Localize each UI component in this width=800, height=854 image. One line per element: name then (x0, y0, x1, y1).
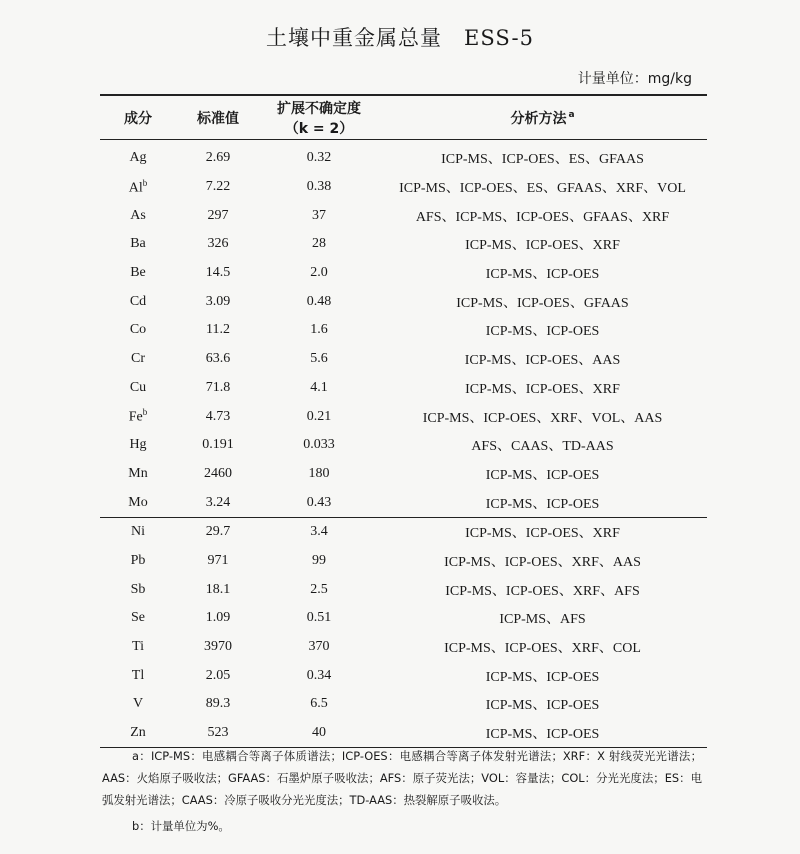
footnotes (102, 745, 702, 837)
cell-uncertainty-text: 6.5 (310, 696, 328, 712)
cell-uncertainty-text: 99 (312, 552, 326, 568)
cell-standard-value-text: 2460 (204, 465, 232, 481)
cell-uncertainty-text: 4.1 (310, 379, 328, 395)
cell-method-text: ICP-MS、ICP-OES、ES、GFAAS (441, 152, 644, 168)
cell-standard-value-text: 326 (207, 236, 229, 252)
cell-element-text: Ti (132, 639, 144, 655)
cell-element-text: Sb (130, 581, 146, 597)
cell-element (100, 604, 176, 633)
cell-method (378, 431, 707, 460)
cell-method-text: ICP-MS、ICP-OES、XRF (465, 526, 620, 542)
cell-element-text: Ni (131, 524, 145, 540)
cell-standard-value-text: 4.73 (205, 408, 231, 424)
cell-uncertainty (260, 140, 378, 173)
cell-method (378, 173, 707, 202)
cell-method (378, 316, 707, 345)
cell-element (100, 140, 176, 173)
table-row (100, 661, 707, 690)
table-row (100, 374, 707, 403)
cell-element-text: Al (128, 180, 143, 196)
table-row (100, 719, 707, 748)
header-method (378, 95, 707, 140)
cell-method-text: ICP-MS、ICP-OES (485, 267, 600, 283)
cell-uncertainty-text: 37 (312, 207, 326, 223)
cell-element (100, 690, 176, 719)
cell-standard-value-text: 523 (207, 725, 229, 741)
cell-element (100, 374, 176, 403)
footnote-b: b：计量单位为%。 (132, 819, 230, 833)
cell-element (100, 488, 176, 517)
cell-method (378, 719, 707, 748)
cell-standard-value (176, 547, 260, 576)
cell-uncertainty (260, 517, 378, 546)
cell-standard-value-text: 3.24 (205, 494, 231, 510)
table-row (100, 517, 707, 546)
cell-method (378, 402, 707, 431)
cell-standard-value (176, 488, 260, 517)
cell-method (378, 547, 707, 576)
cell-element-text: Pb (130, 552, 146, 568)
cell-method-text: ICP-MS、ICP-OES、XRF (465, 238, 620, 254)
cell-standard-value-text: 3.09 (205, 293, 231, 309)
cell-element (100, 173, 176, 202)
header-standard-value: 标准值 (197, 110, 239, 127)
cell-uncertainty-text: 0.033 (303, 437, 335, 453)
table-row (100, 402, 707, 431)
cell-standard-value-text: 18.1 (205, 581, 231, 597)
cell-standard-value (176, 604, 260, 633)
reference-values-table (100, 94, 707, 748)
cell-uncertainty (260, 201, 378, 230)
cell-element (100, 460, 176, 489)
cell-method (378, 604, 707, 633)
cell-uncertainty (260, 488, 378, 517)
cell-method-text: ICP-MS、ICP-OES、XRF、COL (444, 641, 641, 657)
cell-element (100, 633, 176, 662)
header-component: 成分 (124, 110, 152, 127)
table-row (100, 460, 707, 489)
table-row (100, 604, 707, 633)
cell-element-text: Fe (128, 409, 143, 425)
cell-method (378, 488, 707, 517)
cell-standard-value (176, 140, 260, 173)
header-uncertainty-line2: （k = 2） (284, 120, 354, 137)
cell-standard-value-text: 0.191 (202, 437, 234, 453)
cell-element-text: Be (130, 265, 146, 281)
cell-uncertainty-text: 2.5 (310, 581, 328, 597)
cell-standard-value (176, 719, 260, 748)
cell-method (378, 201, 707, 230)
cell-standard-value-text: 11.2 (206, 322, 230, 338)
cell-standard-value (176, 259, 260, 288)
table-row (100, 287, 707, 316)
cell-method-text: ICP-MS、AFS (499, 612, 586, 628)
cell-method (378, 517, 707, 546)
cell-uncertainty-text: 0.34 (306, 667, 332, 683)
cell-element-text: Se (131, 610, 145, 626)
cell-method (378, 690, 707, 719)
cell-standard-value (176, 345, 260, 374)
cell-method-text: ICP-MS、ICP-OES (485, 467, 600, 483)
footnote-mark: b (142, 177, 148, 188)
cell-uncertainty (260, 604, 378, 633)
table-row (100, 547, 707, 576)
cell-element (100, 517, 176, 546)
cell-element-text: Ba (130, 236, 146, 252)
cell-element (100, 575, 176, 604)
cell-method-text: ICP-MS、ICP-OES (485, 698, 600, 714)
cell-method-text: ICP-MS、ICP-OES、ES、GFAAS、XRF、VOL (399, 181, 686, 197)
cell-element-text: As (130, 207, 146, 223)
cell-standard-value-text: 2.05 (205, 667, 231, 683)
cell-standard-value (176, 690, 260, 719)
cell-standard-value-text: 297 (207, 207, 229, 223)
table-row (100, 316, 707, 345)
cell-standard-value-text: 29.7 (205, 524, 231, 540)
cell-uncertainty-text: 3.4 (310, 524, 328, 540)
table-header (100, 95, 707, 140)
cell-element-text: Cd (129, 293, 147, 309)
cell-method (378, 460, 707, 489)
cell-method (378, 575, 707, 604)
cell-standard-value (176, 633, 260, 662)
cell-uncertainty-text: 0.32 (306, 150, 332, 166)
cell-uncertainty (260, 431, 378, 460)
cell-standard-value-text: 89.3 (205, 696, 231, 712)
cell-element-text: V (132, 696, 144, 712)
cell-standard-value-text: 7.22 (205, 179, 231, 195)
cell-method (378, 259, 707, 288)
cell-uncertainty (260, 575, 378, 604)
cell-element-text: Cr (131, 351, 145, 367)
cell-standard-value-text: 71.8 (205, 379, 231, 395)
cell-standard-value (176, 173, 260, 202)
cell-element (100, 719, 176, 748)
cell-standard-value (176, 316, 260, 345)
cell-uncertainty (260, 633, 378, 662)
cell-uncertainty-text: 370 (308, 639, 330, 655)
cell-uncertainty-text: 28 (312, 236, 326, 252)
cell-method-text: ICP-MS、ICP-OES (485, 496, 600, 512)
cell-standard-value (176, 517, 260, 546)
cell-standard-value (176, 431, 260, 460)
table-row (100, 173, 707, 202)
table-row (100, 575, 707, 604)
cell-uncertainty (260, 259, 378, 288)
table-row (100, 345, 707, 374)
table-row (100, 690, 707, 719)
cell-method-text: ICP-MS、ICP-OES (485, 324, 600, 340)
reference-values-table-container (100, 94, 707, 748)
cell-method (378, 345, 707, 374)
cell-uncertainty-text: 0.48 (306, 293, 332, 309)
cell-uncertainty (260, 316, 378, 345)
cell-method-text: ICP-MS、ICP-OES、XRF (465, 381, 620, 397)
cell-element (100, 259, 176, 288)
cell-standard-value (176, 374, 260, 403)
table-row (100, 488, 707, 517)
cell-uncertainty-text: 0.38 (306, 179, 332, 195)
cell-standard-value (176, 287, 260, 316)
unit-label: 计量单位：mg/kg (577, 71, 692, 87)
cell-method-text: ICP-MS、ICP-OES、XRF、AFS (445, 583, 640, 599)
cell-standard-value (176, 230, 260, 259)
cell-element (100, 345, 176, 374)
cell-uncertainty (260, 690, 378, 719)
cell-method (378, 661, 707, 690)
cell-standard-value (176, 575, 260, 604)
cell-uncertainty (260, 173, 378, 202)
cell-element-text: Tl (131, 667, 145, 683)
cell-element (100, 431, 176, 460)
cell-standard-value-text: 63.6 (205, 351, 231, 367)
cell-uncertainty (260, 345, 378, 374)
cell-uncertainty-text: 5.6 (310, 351, 328, 367)
cell-element (100, 547, 176, 576)
table-row (100, 633, 707, 662)
cell-element (100, 230, 176, 259)
cell-standard-value (176, 661, 260, 690)
cell-uncertainty (260, 287, 378, 316)
cell-element (100, 402, 176, 431)
cell-uncertainty (260, 661, 378, 690)
header-method-label: 分析方法 (510, 110, 567, 127)
cell-standard-value (176, 402, 260, 431)
cell-method-text: ICP-MS、ICP-OES、GFAAS (456, 295, 629, 311)
cell-standard-value (176, 201, 260, 230)
cell-element (100, 316, 176, 345)
cell-element-text: Mn (128, 465, 148, 481)
cell-uncertainty (260, 460, 378, 489)
cell-standard-value-text: 14.5 (205, 265, 231, 281)
cell-element-text: Mo (128, 494, 148, 510)
cell-element (100, 201, 176, 230)
page-title: 土壤中重金属总量 ESS-5 (266, 26, 534, 50)
cell-uncertainty-text: 40 (312, 725, 326, 741)
header-uncertainty (260, 95, 378, 140)
footnote-a: a：ICP-MS：电感耦合等离子体质谱法；ICP-OES：电感耦合等离子体发射光谱法；XRF：X 射线荧光光谱法；AAS：火焰原子吸收法；GFAAS：石墨炉原子吸收法；AFS：原子荧光法；VOL：容量法；COL：分光光度法；ES：电弧发射光谱法；CAAS：冷原子吸收分光光度法；TD-AAS：热裂解原子吸收法。 (102, 749, 702, 807)
cell-element (100, 661, 176, 690)
cell-uncertainty (260, 402, 378, 431)
cell-uncertainty (260, 374, 378, 403)
cell-method-text: AFS、ICP-MS、ICP-OES、GFAAS、XRF (415, 209, 670, 225)
cell-standard-value-text: 2.69 (205, 150, 231, 166)
cell-method-text: ICP-MS、ICP-OES、AAS (464, 353, 621, 369)
header-uncertainty-line1: 扩展不确定度 (277, 100, 361, 117)
cell-uncertainty-text: 180 (308, 465, 330, 481)
cell-standard-value-text: 1.09 (205, 610, 231, 626)
table-row (100, 431, 707, 460)
cell-method (378, 230, 707, 259)
cell-method-text: ICP-MS、ICP-OES、XRF、VOL、AAS (422, 410, 663, 426)
cell-element-text: Hg (129, 437, 147, 453)
cell-method-text: AFS、CAAS、TD-AAS (471, 439, 614, 455)
footnote-mark: b (142, 407, 148, 418)
cell-element-text: Zn (130, 725, 146, 741)
cell-uncertainty-text: 0.21 (306, 408, 332, 424)
cell-element-text: Co (129, 322, 147, 338)
cell-element-text: Ag (129, 150, 147, 166)
cell-element (100, 287, 176, 316)
cell-method-text: ICP-MS、ICP-OES、XRF、AAS (444, 554, 641, 570)
cell-method (378, 140, 707, 173)
table-row (100, 259, 707, 288)
table-body (100, 140, 707, 748)
cell-standard-value-text: 3970 (204, 639, 232, 655)
cell-uncertainty (260, 547, 378, 576)
cell-standard-value-text: 971 (207, 552, 229, 568)
cell-uncertainty-text: 0.43 (306, 494, 332, 510)
table-row (100, 230, 707, 259)
cell-standard-value (176, 460, 260, 489)
cell-method-text: ICP-MS、ICP-OES (485, 669, 600, 685)
cell-method-text: ICP-MS、ICP-OES (485, 727, 600, 743)
header-method-footnote-mark: a (568, 109, 575, 120)
cell-method (378, 374, 707, 403)
table-row (100, 201, 707, 230)
cell-method (378, 287, 707, 316)
cell-uncertainty-text: 0.51 (306, 610, 332, 626)
cell-uncertainty (260, 719, 378, 748)
cell-uncertainty-text: 2.0 (310, 265, 328, 281)
cell-element-text: Cu (129, 379, 147, 395)
cell-uncertainty (260, 230, 378, 259)
table-row (100, 140, 707, 173)
cell-method (378, 633, 707, 662)
cell-uncertainty-text: 1.6 (310, 322, 328, 338)
